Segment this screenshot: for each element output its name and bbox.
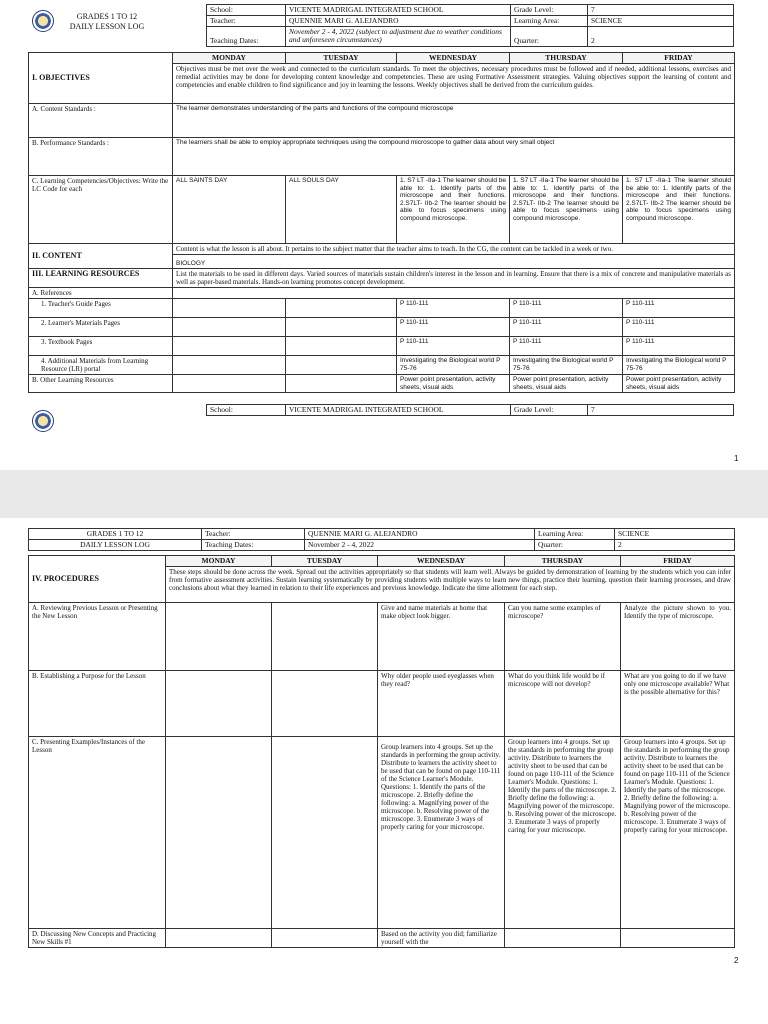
d-wed: Based on the activity you did; familiarize yourself with the xyxy=(378,929,505,948)
resources-title: III. LEARNING RESOURCES xyxy=(29,269,173,288)
dates-label: Teaching Dates: xyxy=(207,27,286,47)
lesson-table-page-1 xyxy=(28,52,735,393)
content-note: Content is what the lesson is all about. It pertains to the subject matter that the teacher aims to teach. In the CG, the content can be tackled in a week or two. xyxy=(173,244,735,255)
footer-grade-value: 7 xyxy=(588,405,734,416)
grade-value: 7 xyxy=(588,5,734,16)
footer-header-table xyxy=(206,404,734,416)
other-label: B. Other Learning Resources xyxy=(29,375,173,393)
d-thu xyxy=(505,929,621,948)
wednesday-competency: 1. S7 LT -IIa-1 The learner should be able to: 1. Identify parts of the microscope and their functions. 2.S7LT- IIb-2 The learner should be able to focus specimens using compound microscope. xyxy=(397,176,510,244)
page-gap xyxy=(0,470,768,518)
b-thu: What do you think life would be if microscope will not develop? xyxy=(505,671,621,737)
school-value: VICENTE MADRIGAL INTEGRATED SCHOOL xyxy=(286,5,511,16)
quarter-value: 2 xyxy=(588,27,734,47)
thursday-competency: 1. S7 LT -IIa-1 The learner should be able to: 1. Identify parts of the microscope and their functions. 2.S7LT- IIb-2 The learner should be able to focus specimens using compound microscope. xyxy=(510,176,623,244)
area-value: SCIENCE xyxy=(588,16,734,27)
footer-school-label: School: xyxy=(207,405,286,416)
teacher-value: QUENNIE MARI G. ALEJANDRO xyxy=(286,16,511,27)
tg-mon xyxy=(173,299,286,318)
day-monday: MONDAY xyxy=(173,53,286,64)
competencies-label: C. Learning Competencies/Objectives: Write the LC Code for each xyxy=(29,176,173,244)
objectives-title: I. OBJECTIVES xyxy=(29,53,173,104)
day-friday: FRIDAY xyxy=(623,53,735,64)
step-b-label: B. Establishing a Purpose for the Lesson xyxy=(29,671,166,737)
d-tue xyxy=(272,929,378,948)
p2-day-friday: FRIDAY xyxy=(621,556,735,567)
deped-seal-footer-icon xyxy=(32,410,54,432)
a-tue xyxy=(272,603,378,671)
step-a-label: A. Reviewing Previous Lesson or Presenting the New Lesson xyxy=(29,603,166,671)
c-fri: Group learners into 4 groups. Set up the standards in performing the group activity. Distribute to learners the activity sheet to be used that can be found on page 110-111 of the Science Learner's Module. Questions: 1. Identify the parts of the microscope. 2. Briefly define the following: a. Magnifying power of the microscope. b. Resolving power of the microscope. 3. Enumerate 3 ways of properly caring for your microscope. xyxy=(621,737,735,929)
page-number-2: 2 xyxy=(734,956,739,965)
content-standards-value: The learner demonstrates understanding of the parts and functions of the compound microscope xyxy=(173,104,735,138)
p2-day-thursday: THURSDAY xyxy=(505,556,621,567)
p2-area-value: SCIENCE xyxy=(615,529,735,540)
title-line-2: DAILY LESSON LOG xyxy=(69,22,145,31)
quarter-label: Quarter: xyxy=(511,27,588,47)
performance-label: B. Performance Standards : xyxy=(29,138,173,176)
resources-note: List the materials to be used in different days. Varied sources of materials sustain children's interest in the lesson and in learning. Ensure that there is a mix of concrete and manipulative materials as well as paper-based materials. Hands-on learning promotes concept development. xyxy=(173,269,735,288)
content-title: II. CONTENT xyxy=(29,244,173,269)
add-tue xyxy=(286,356,397,375)
lm-fri: P 110-111 xyxy=(623,318,735,337)
performance-value: The learners shall be able to employ appropriate techniques using the compound microscope to gather data about very small object xyxy=(173,138,735,176)
school-label: School: xyxy=(207,5,286,16)
add-thu: Investigating the Biological world P 75-76 xyxy=(510,356,623,375)
procedures-title: IV. PROCEDURES xyxy=(29,556,166,603)
add-fri: Investigating the Biological world P 75-76 xyxy=(623,356,735,375)
page-2 xyxy=(0,518,768,1024)
c-tue xyxy=(272,737,378,929)
p2-teacher-value: QUENNIE MARI G. ALEJANDRO xyxy=(305,529,535,540)
b-wed: Why older people used eyeglasses when they read? xyxy=(378,671,505,737)
b-tue xyxy=(272,671,378,737)
d-mon xyxy=(166,929,272,948)
a-thu: Can you name some examples of microscope? xyxy=(505,603,621,671)
page2-header-table xyxy=(28,528,735,551)
lm-tue xyxy=(286,318,397,337)
p2-dates-label: Teaching Dates: xyxy=(202,540,305,551)
document-title xyxy=(62,12,152,32)
other-thu: Power point presentation, activity sheets, visual aids xyxy=(510,375,623,393)
dates-value: November 2 - 4, 2022 (subject to adjustment due to weather conditions and unforeseen circumstances) xyxy=(286,27,511,47)
grade-label: Grade Level: xyxy=(511,5,588,16)
add-mon xyxy=(173,356,286,375)
lm-label: 2. Learner's Materials Pages xyxy=(29,318,173,337)
procedures-note: These steps should be done across the week. Spread out the activities appropriately so that students will learn well. Always be guided by demonstration of learning by the students which you can infer from formative assessment activities. Sustain learning systematically by providing students with multiple ways to learn new things, practice their learning, question their learning processes, and draw conclusions about what they learned in relation to their life experiences and previous knowledge. Indicate the time allotment for each step. xyxy=(166,567,735,603)
p2-day-tuesday: TUESDAY xyxy=(272,556,378,567)
monday-competency: ALL SAINTS DAY xyxy=(173,176,286,244)
tg-tue xyxy=(286,299,397,318)
area-label: Learning Area: xyxy=(511,16,588,27)
references-label: A. References xyxy=(29,288,173,299)
footer-school-value: VICENTE MADRIGAL INTEGRATED SCHOOL xyxy=(286,405,511,416)
b-mon xyxy=(166,671,272,737)
a-wed: Give and name materials at home that make object look bigger. xyxy=(378,603,505,671)
header-table xyxy=(206,4,734,47)
footer-grade-label: Grade Level: xyxy=(511,405,588,416)
objectives-text: Objectives must be met over the week and connected to the curriculum standards. To meet the objectives, necessary procedures must be followed and if needed, additional lessons, exercises and remedial activities may be done for developing content knowledge and competencies. These are using Formative Assessment strategies. Valuing objectives support the learning of content and competencies and enable children to find significance and joy in learning the lessons. Weekly objectives shall be derived from the curriculum guides. xyxy=(173,64,735,104)
page-1 xyxy=(0,0,768,470)
step-c-label: C. Presenting Examples/Instances of the Lesson xyxy=(29,737,166,929)
c-thu: Group learners into 4 groups. Set up the standards in performing the group activity. Distribute to learners the activity sheet to be used that can be found on page 110-111 of the Science Learner's Module. Questions: 1. Identify the parts of the microscope. 2. Briefly define the following: a. Magnifying power of the microscope. b. Resolving power of the microscope. 3. Enumerate 3 ways of properly caring for your microscope. xyxy=(505,737,621,929)
tg-thu: P 110-111 xyxy=(510,299,623,318)
title-line-1: GRADES 1 TO 12 xyxy=(76,12,138,21)
p2-quarter-label: Quarter: xyxy=(535,540,615,551)
content-value: BIOLOGY xyxy=(173,255,735,269)
p2-dates-value: November 2 - 4, 2022 xyxy=(305,540,535,551)
b-fri: What are you going to do if we have only one microscope available? What is the possible alternative for this? xyxy=(621,671,735,737)
lm-thu: P 110-111 xyxy=(510,318,623,337)
c-mon xyxy=(166,737,272,929)
tg-wed: P 110-111 xyxy=(397,299,510,318)
tb-mon xyxy=(173,337,286,356)
tg-fri: P 110-111 xyxy=(623,299,735,318)
p2-title-line-2: DAILY LESSON LOG xyxy=(29,540,202,551)
step-d-label: D. Discussing New Concepts and Practicing New Skills #1 xyxy=(29,929,166,948)
d-fri xyxy=(621,929,735,948)
other-fri: Power point presentation, activity sheets, visual aids xyxy=(623,375,735,393)
tb-tue xyxy=(286,337,397,356)
teacher-label: Teacher: xyxy=(207,16,286,27)
other-mon xyxy=(173,375,286,393)
deped-seal-icon xyxy=(32,10,54,32)
p2-day-wednesday: WEDNESDAY xyxy=(378,556,505,567)
page-number-1: 1 xyxy=(734,454,739,463)
friday-competency: 1. S7 LT -IIa-1 The learner should be able to: 1. Identify parts of the microscope and their functions. 2.S7LT- IIb-2 The learner should be able to focus specimens using compound microscope. xyxy=(623,176,735,244)
tb-fri: P 110-111 xyxy=(623,337,735,356)
tuesday-competency: ALL SOULS DAY xyxy=(286,176,397,244)
other-wed: Power point presentation, activity sheets, visual aids xyxy=(397,375,510,393)
a-fri: Analyze the picture shown to you. Identify the type of microscope. xyxy=(621,603,735,671)
p2-teacher-label: Teacher: xyxy=(202,529,305,540)
tb-thu: P 110-111 xyxy=(510,337,623,356)
p2-day-monday: MONDAY xyxy=(166,556,272,567)
c-wed: Group learners into 4 groups. Set up the standards in performing the group activity. Distribute to learners the activity sheet to be used that can be found on page 110-111 of the Science Learner's Module. Questions: 1. Identify the parts of the microscope. 2. Briefly define the following: a. Magnifying power of the microscope. b. Resolving power of the microscope. 3. Enumerate 3 ways of properly caring for your microscope. xyxy=(378,737,505,929)
lm-mon xyxy=(173,318,286,337)
tb-label: 3. Textbook Pages xyxy=(29,337,173,356)
day-thursday: THURSDAY xyxy=(510,53,623,64)
day-tuesday: TUESDAY xyxy=(286,53,397,64)
day-wednesday: WEDNESDAY xyxy=(397,53,510,64)
p2-quarter-value: 2 xyxy=(615,540,735,551)
tb-wed: P 110-111 xyxy=(397,337,510,356)
lesson-table-page-2 xyxy=(28,555,735,948)
p2-title-line-1: GRADES 1 TO 12 xyxy=(29,529,202,540)
tg-label: 1. Teacher's Guide Pages xyxy=(29,299,173,318)
lm-wed: P 110-111 xyxy=(397,318,510,337)
additional-label: 4. Additional Materials from Learning Resource (LR) portal xyxy=(29,356,173,375)
p2-area-label: Learning Area: xyxy=(535,529,615,540)
references-blank xyxy=(173,288,735,299)
other-tue xyxy=(286,375,397,393)
a-mon xyxy=(166,603,272,671)
add-wed: Investigating the Biological world P 75-76 xyxy=(397,356,510,375)
content-standards-label: A. Content Standards : xyxy=(29,104,173,138)
